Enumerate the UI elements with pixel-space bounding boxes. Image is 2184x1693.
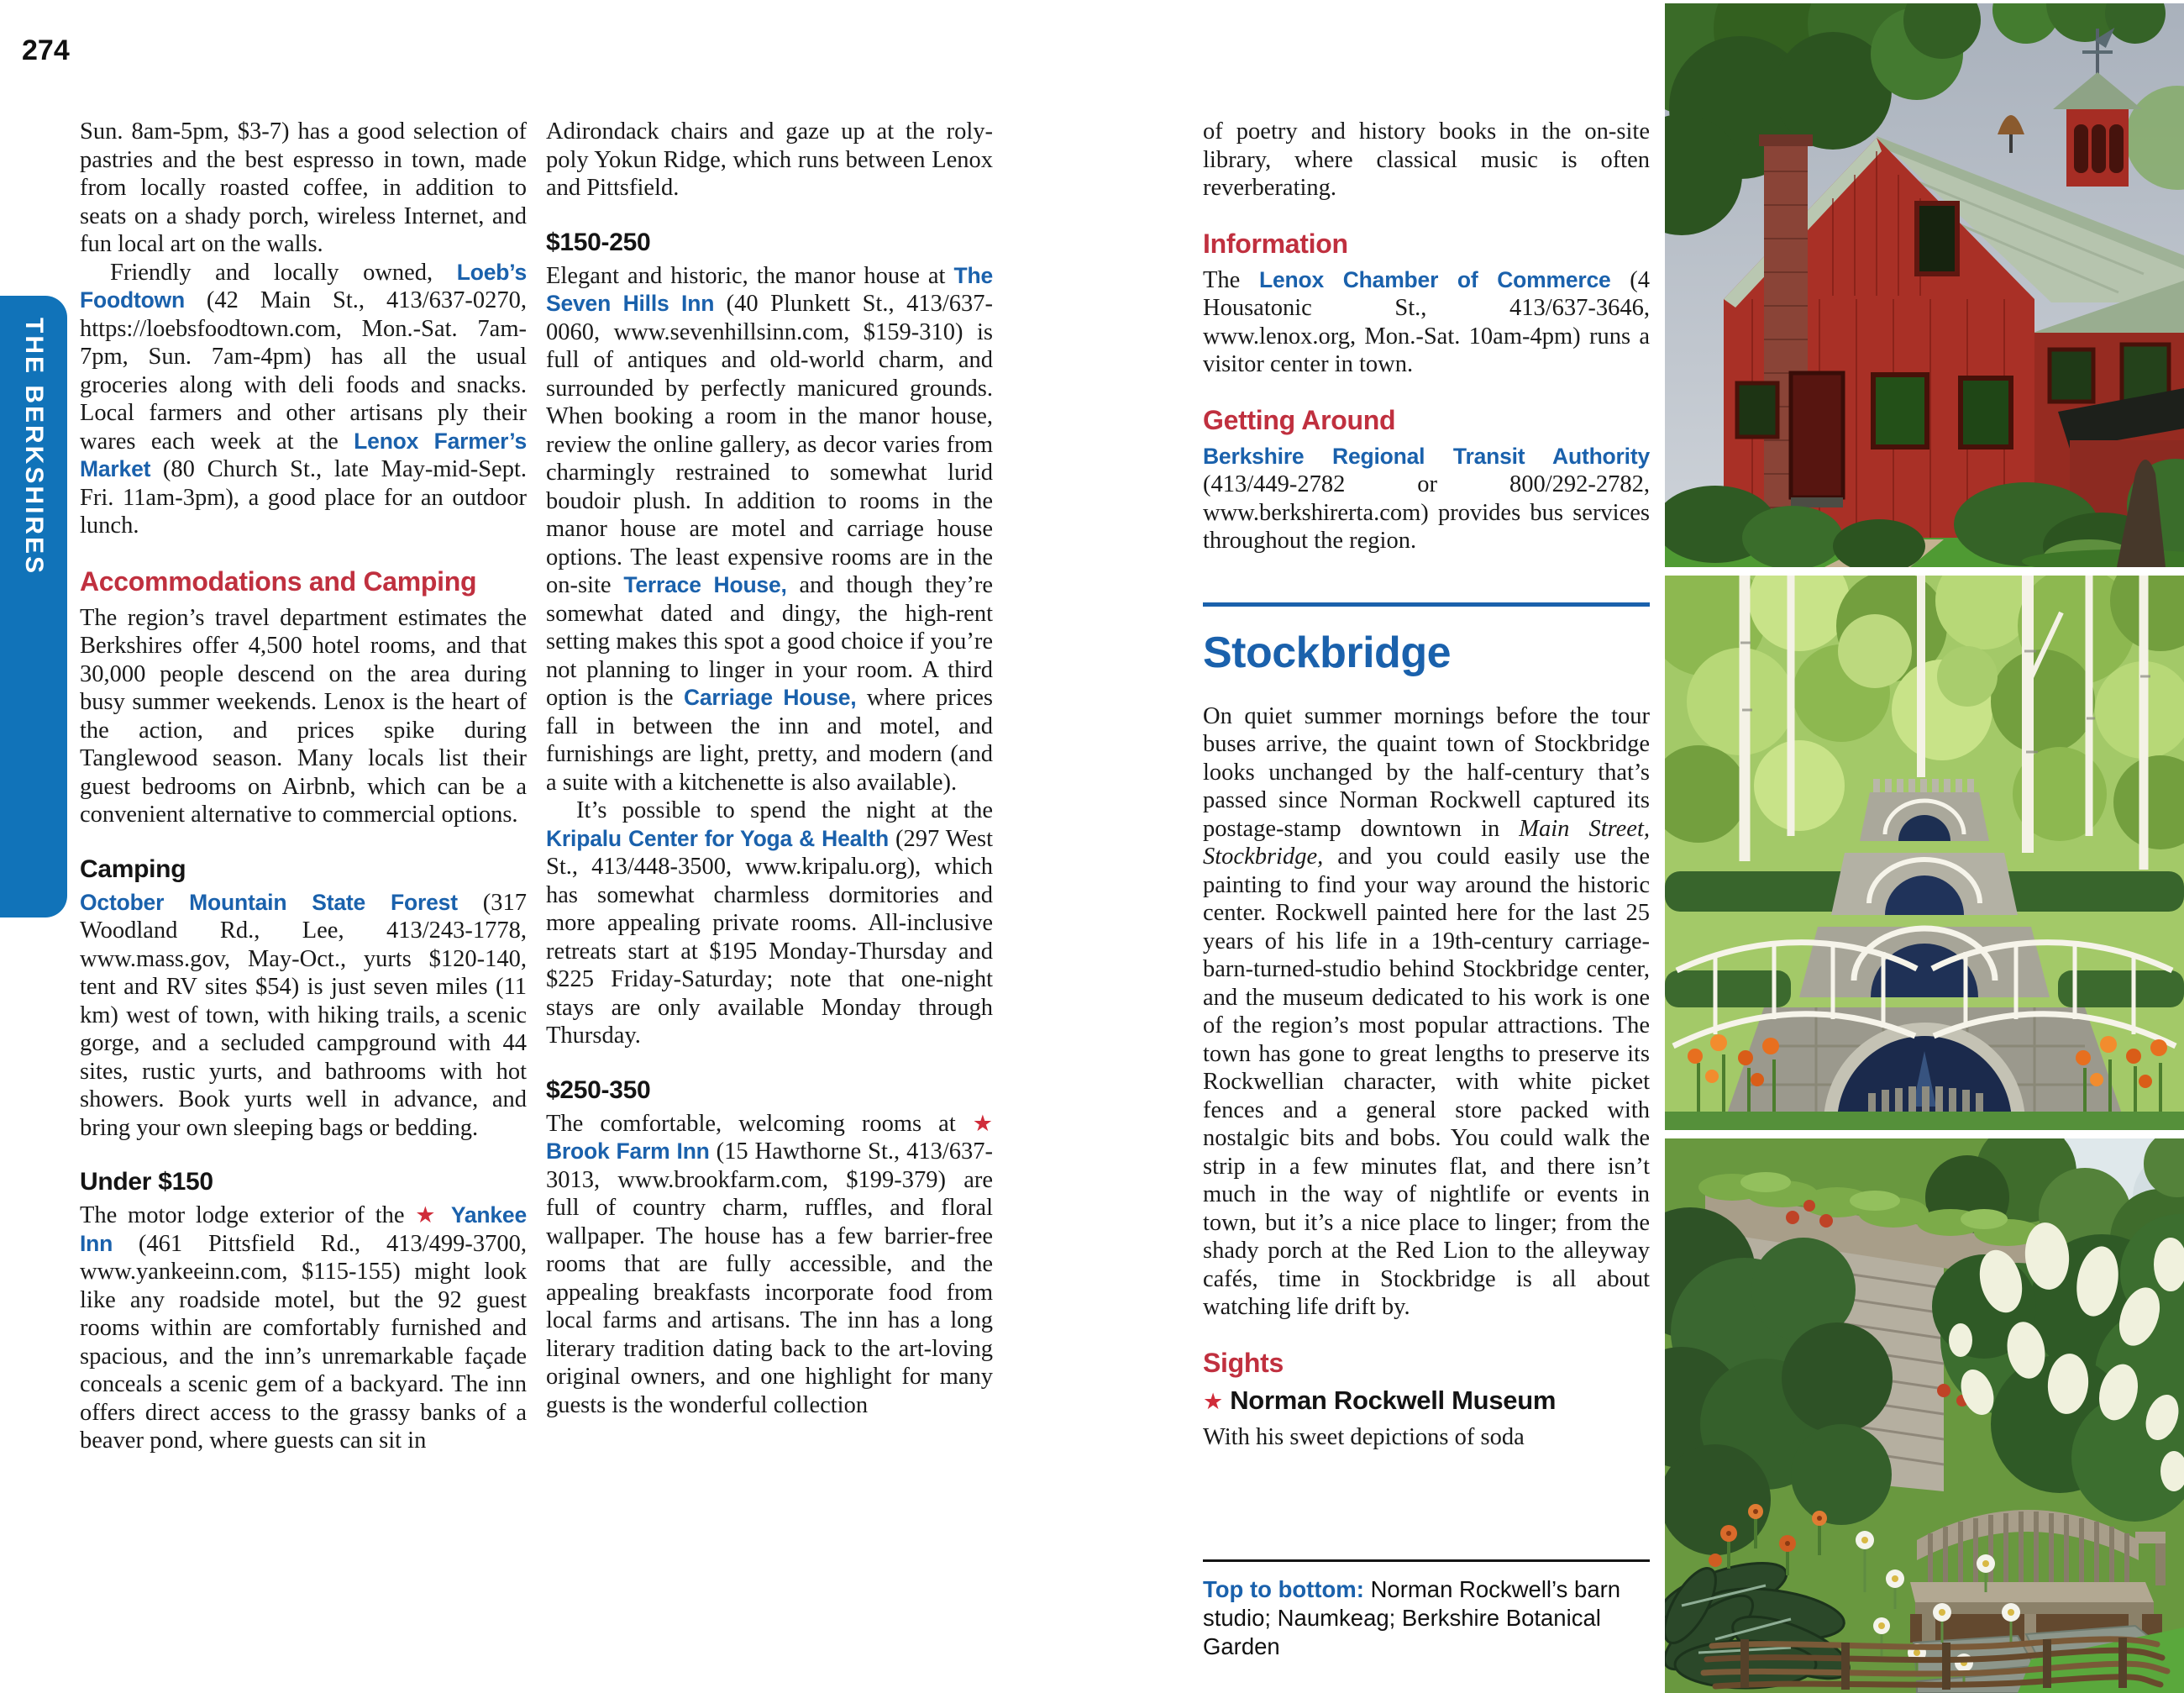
heading-information: Information	[1203, 228, 1348, 259]
para-seven-hills: Elegant and historic, the manor house at The Seven Hills Inn (40 Plunkett St., 413/637-0060, www.sevenhillsinn.com, $159-310) is full of antiques and old-world charm, and surrounded by perfectly manicured grounds. When booking a room in the manor house, review the online gallery, as decor varies from charmingly restrained to somewhat lurid boudoir plush. In addition to rooms in the manor house are motel and carriage house options. The least expensive rooms are in the on-site Terrace House, and though they’re somewhat dated and dingy, the high-rent setting makes this spot a good choice if you’re not planning to linger in your room. A third option is the Carriage House, where prices fall in between the inn and motel, and furnishings are light, pretty, and modern (and a suite with a kitchenette is also available).	[546, 262, 993, 796]
caption-rule	[1203, 1559, 1650, 1562]
para-kripalu: It’s possible to spend the night at the Kripalu Center for Yoga & Health (297 West St., 413/448-3500, www.kripalu.org), which has somewhat charmless dormitories and more appealing private rooms. All-inclusive retreats start at $195 Monday-Thursday and $225 Friday-Saturday; note that one-night stays are only available Monday through Thursday.	[546, 797, 993, 1049]
text-column-right	[1203, 118, 1650, 1559]
para-haven-cafe-continued: Sun. 8am-5pm, $3-7) has a good selection of pastries and the best espresso in town, made from locally roasted coffee, in addition to seats on a shady porch, wireless Internet, and fun local art on the walls.	[80, 118, 527, 257]
page-number: 274	[22, 34, 70, 66]
heading-accommodations-and-camping: Accommodations and Camping	[80, 565, 477, 597]
heading-250-350: $250-350	[546, 1075, 651, 1104]
naumkeag-blue-steps-photo	[1665, 576, 2184, 1130]
para-brta: Berkshire Regional Transit Authority (413/449-2782 or 800/292-2782, www.berkshirerta.com) provides bus services throughout the region.	[1203, 443, 1650, 554]
photo-caption-block	[1203, 1559, 1650, 1661]
heading-sights: Sights	[1203, 1347, 1284, 1378]
para-library-continued: of poetry and history books in the on-site library, where classical music is often reverberating.	[1203, 118, 1650, 201]
para-accommodations-intro: The region’s travel department estimates the Berkshires offer 4,500 hotel rooms, and that 30,000 people descend on the area during busy summer weekends. Lenox is the heart of the action, and prices spike during Tanglewood season. Many locals list their guest bedrooms on Airbnb, which can be a convenient alternative to commercial options.	[80, 604, 527, 828]
text-column-left	[80, 118, 527, 1643]
chapter-side-tab	[0, 296, 67, 917]
caption-lead: Top to bottom:	[1203, 1576, 1371, 1602]
para-loebs-foodtown: Friendly and locally owned, Loeb’s Foodtown (42 Main St., 413/637-0270, https://loebsfoodtown.com, Mon.-Sat. 7am-7pm, Sun. 7am-4pm) has all the usual groceries along with deli foods and snacks. Local farmers and other artisans ply their wares each week at the Lenox Farmer’s Market (80 Church St., late May-mid-Sept. Fri. 11am-3pm), a good place for an outdoor lunch.	[80, 259, 527, 539]
barn-studio-illustration	[1665, 3, 2184, 567]
heading-getting-around: Getting Around	[1203, 404, 1396, 435]
text-column-middle	[546, 118, 993, 1643]
para-brook-farm: The comfortable, welcoming rooms at ★ Brook Farm Inn (15 Hawthorne St., 413/637-3013, www.brookfarm.com, $199-379) are full of country charm, ruffles, and floral wallpaper. The house has a few barrier-free rooms that are fully accessible, and the appealing breakfasts incorporate food from local farms and artisans. The inn has a long literary tradition dating back to the art-loving original owners, and one highlight for many guests is the wonderful collection	[546, 1110, 993, 1418]
chapter-side-tab-label: THE BERKSHIRES	[20, 318, 48, 576]
stockbridge-section-rule	[1203, 602, 1650, 607]
caption-text: Norman Rockwell’s barn studio; Naumkeag; Berkshire Botanical Garden	[1203, 1576, 1621, 1659]
para-stockbridge-intro: On quiet summer mornings before the tour buses arrive, the quaint town of Stockbridge looks unchanged by the half-century that’s passed since Norman Rockwell captured its postage-stamp downtown in Main Street, Stockbridge, and you could easily use the painting to find your way around the historic center. Rockwell painted here for the last 25 years of his life in a 19th-century carriage-barn-turned-studio behind Stockbridge center, and the museum dedicated to his work is one of the region’s most popular attractions. The town has gone to great lengths to preserve its Rockwellian character, with white picket fences and a general store packed with nostalgic bits and bobs. You could walk the strip in a few minutes flat, and there isn’t much in the way of nightlife or events in town, but it’s a nice place to linger; from the shady porch at the Red Lion to the alleyway cafés, time in Stockbridge is all about watching life drift by.	[1203, 702, 1650, 1320]
norman-rockwell-barn-studio-photo	[1665, 3, 2184, 567]
para-chamber: The Lenox Chamber of Commerce (4 Housatonic St., 413/637-3646, www.lenox.org, Mon.-Sat. 10am-4pm) runs a visitor center in town.	[1203, 266, 1650, 377]
heading-norman-rockwell-museum: ★ Norman Rockwell Museum	[1203, 1385, 1557, 1415]
heading-stockbridge: Stockbridge	[1203, 628, 1451, 677]
naumkeag-illustration	[1665, 576, 2184, 1130]
para-rockwell-museum: With his sweet depictions of soda	[1203, 1423, 1525, 1450]
para-adirondack-continued: Adirondack chairs and gaze up at the roly-poly Yokun Ridge, which runs between Lenox and Pittsfield.	[546, 118, 993, 201]
heading-under-150: Under $150	[80, 1168, 213, 1196]
berkshire-botanical-garden-photo	[1665, 1138, 2184, 1693]
heading-150-250: $150-250	[546, 228, 651, 256]
botanical-garden-illustration	[1665, 1138, 2184, 1693]
para-yankee-inn: The motor lodge exterior of the ★ Yankee Inn (461 Pittsfield Rd., 413/499-3700, www.yankeeinn.com, $115-155) might look like any roadside motel, but the 92 guest rooms within are comfortably furnished and spacious, and the inn’s unremarkable façade conceals a scenic gem of a backyard. The inn offers direct access to the grassy banks of a beaver pond, where guests can sit in	[80, 1202, 527, 1454]
para-october-mountain: October Mountain State Forest (317 Woodland Rd., Lee, 413/243-1778, www.mass.gov, May-Oct., yurts $120-140, tent and RV sites $54) is just seven miles (11 km) west of town, with hiking trails, a scenic gorge, and a secluded campground with 44 sites, rustic yurts, and bathrooms with hot showers. Book yurts well in advance, and bring your own sleeping bags or bedding.	[80, 889, 527, 1141]
photo-caption	[1203, 1575, 1650, 1661]
heading-camping: Camping	[80, 854, 186, 883]
